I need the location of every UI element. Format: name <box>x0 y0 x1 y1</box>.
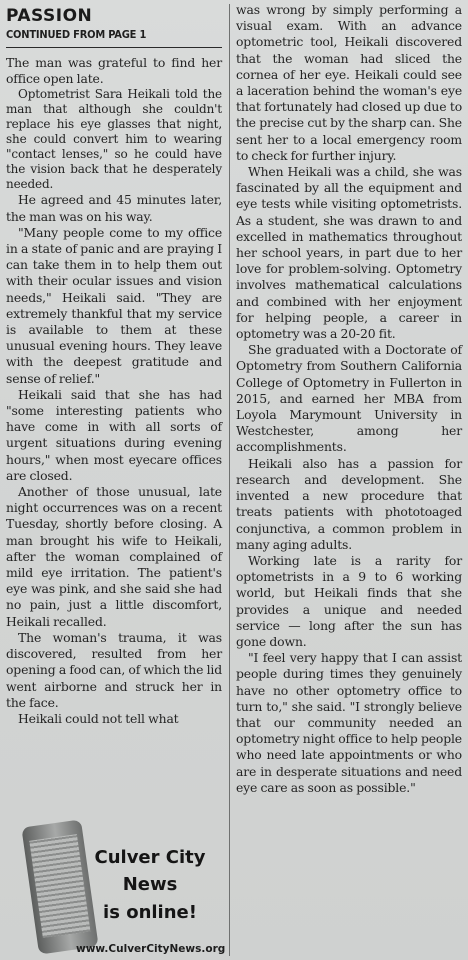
paragraph: Working late is a rarity for optometrists in a 9 to 6 working world, but Heikali finds that she provides a unique and needed service — long after the sun has gone down. <box>236 552 462 649</box>
paragraph: When Heikali was a child, she was fascinated by all the equipment and eye tests while visiting optometrists. As a student, she was drawn to and excelled in mathematics throughout her school years, in part due to her love for problem-solving. Optometry involves mathematical calculations and combined with her enjoyment for helping people, a career in optometry was a 20-20 fit. <box>236 164 462 342</box>
paragraph: The woman's trauma, it was discovered, resulted from her opening a food can, of which the lid went airborne and struck her in the face. <box>6 629 222 710</box>
paragraph: The man was grateful to find her office open late. <box>6 55 222 87</box>
ad-line: News <box>122 874 178 895</box>
paragraph: He agreed and 45 minutes later, the man was on his way. <box>6 192 222 224</box>
paragraph: Heikali said that she has had "some interesting patients who have come in with all sorts of urgent situations during evening hours," when most eyecare offices are closed. <box>6 386 222 483</box>
left-column <box>6 0 222 727</box>
ad-line: Culver City <box>94 847 206 868</box>
paragraph: Another of those unusual, late night occurrences was on a recent Tuesday, shortly before closing. A man brought his wife to Heikali, after the woman complained of mild eye irritation. The patient's eye was pink, and she said she had no pain, just a little discomfort, Heikali recalled. <box>6 484 222 629</box>
paragraph: Heikali also has a passion for research and development. She invented a new procedure that treats patients with phototoaged conjunctiva, a common problem in many aging adults. <box>236 455 462 552</box>
jump-line: CONTINUED FROM PAGE 1 <box>6 28 147 41</box>
column-rule <box>229 4 230 956</box>
online-ad <box>14 819 226 959</box>
paragraph: Optometrist Sara Heikali told the man that although she couldn't replace his eye glasses that night, she could convert him to wearing "contact lenses," so he could have the vision back that he desperately needed. <box>6 87 222 192</box>
header-rule <box>6 47 222 48</box>
paragraph: was wrong by simply performing a visual exam. With an advance optometric tool, Heikali discovered that the woman had sliced the cornea of her eye. Heikali could see a laceration behind the woman's eye that fortunately had closed up due to the precise cut by the sharp can. She sent her to a local emergency room to check for further injury. <box>236 2 462 163</box>
paragraph: Heikali could not tell what <box>18 710 179 726</box>
ad-url[interactable]: www.CulverCityNews.org <box>76 943 226 955</box>
section-kicker: PASSION <box>6 6 93 26</box>
paragraph: "I feel very happy that I can assist people during times they genuinely have no other optometry office to turn to," she said. "I strongly believe that our community needed an optometry night office to help people who need late appointments or who are in desperate situations and need eye care as soon as possible." <box>236 650 462 795</box>
paragraph: "Many people come to my office in a state of panic and are praying I can take them in to help them out with their ocular issues and vision needs," Heikali said. "They are extremely thankful that my service is available to them at these unusual evening hours. They leave with the deepest gratitude and sense of relief." <box>6 224 222 386</box>
ad-line: is online! <box>103 902 197 923</box>
paragraph: She graduated with a Doctorate of Optometry from Southern California College of Optometry in Fullerton in 2015, and earned her MBA from Loyola Marymount University in Westchester, among her accomplishments. <box>236 342 462 455</box>
right-column <box>236 0 462 796</box>
